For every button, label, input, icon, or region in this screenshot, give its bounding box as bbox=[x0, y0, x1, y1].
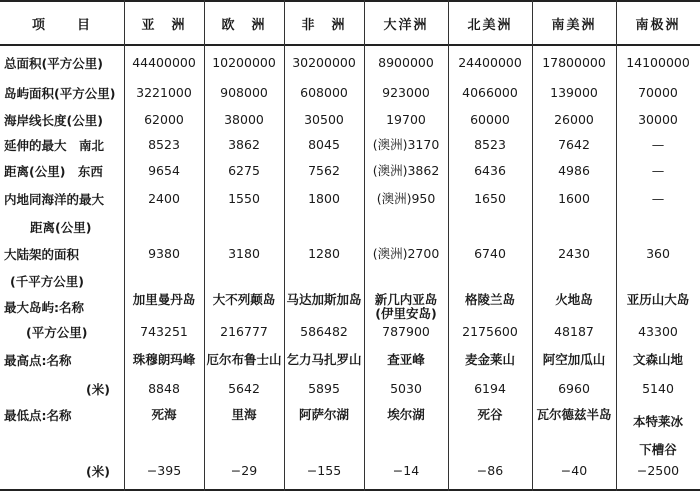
cell-extent-ew-oceania: (澳洲)3862 bbox=[372, 163, 440, 178]
row-label-extent-ew: 距离(公里) 东西 bbox=[4, 164, 103, 179]
cell-extent-ns-antarctica: — bbox=[651, 137, 665, 152]
cell-lowest-point-south-america: 瓦尔德兹半岛 bbox=[536, 407, 612, 422]
cell-highest-point-oceania: 查亚峰 bbox=[387, 352, 425, 367]
cell-shelf-area-africa: 1280 bbox=[308, 246, 340, 261]
cell-lowest-point-asia: 死海 bbox=[151, 407, 177, 422]
cell-highest-value-asia: 8848 bbox=[148, 381, 180, 396]
cell-lowest-point-africa: 阿萨尔湖 bbox=[298, 407, 349, 422]
cell-total-area-antarctica: 14100000 bbox=[626, 55, 690, 70]
cell-coastline-oceania: 19700 bbox=[386, 112, 426, 127]
header-antarctica: 南极洲 bbox=[635, 18, 681, 33]
header-south-america: 南美洲 bbox=[551, 18, 597, 33]
cell-extent-ns-north-america: 8523 bbox=[474, 137, 506, 152]
cell-extent-ew-north-america: 6436 bbox=[474, 163, 506, 178]
cell-highest-point-south-america: 阿空加瓜山 bbox=[542, 352, 606, 367]
cell-largest-island-antarctica: 亚历山大岛 bbox=[626, 292, 690, 307]
cell-island-area-value-north-america: 2175600 bbox=[462, 324, 518, 339]
cell-lowest-point-north-america: 死谷 bbox=[477, 407, 503, 422]
cell-inland-distance-europe: 1550 bbox=[228, 191, 260, 206]
cell-island-area-value-south-america: 48187 bbox=[554, 324, 594, 339]
cell-lowest-point-antarctica: 本特莱冰 下槽谷 bbox=[632, 414, 683, 457]
cell-highest-value-north-america: 6194 bbox=[474, 381, 506, 396]
cell-island-area-europe: 908000 bbox=[220, 85, 268, 100]
cell-shelf-area-asia: 9380 bbox=[148, 246, 180, 261]
cell-island-area-north-america: 4066000 bbox=[462, 85, 518, 100]
cell-island-area-asia: 3221000 bbox=[136, 85, 192, 100]
cell-total-area-north-america: 24400000 bbox=[458, 55, 522, 70]
cell-extent-ns-africa: 8045 bbox=[308, 137, 340, 152]
cell-shelf-area-south-america: 2430 bbox=[558, 246, 590, 261]
row-label-highest-unit: (米) bbox=[86, 382, 110, 397]
cell-island-area-south-america: 139000 bbox=[550, 85, 598, 100]
cell-inland-distance-north-america: 1650 bbox=[474, 191, 506, 206]
cell-inland-distance-antarctica: — bbox=[651, 191, 665, 206]
cell-lowest-value-antarctica: −2500 bbox=[636, 463, 680, 478]
header-rule bbox=[0, 44, 700, 46]
cell-coastline-africa: 30500 bbox=[304, 112, 344, 127]
cell-island-area-oceania: 923000 bbox=[382, 85, 430, 100]
cell-lowest-value-oceania: −14 bbox=[392, 463, 420, 478]
cell-lowest-value-asia: −395 bbox=[146, 463, 182, 478]
row-label-island-area: 岛屿面积(平方公里) bbox=[4, 86, 116, 101]
cell-highest-value-antarctica: 5140 bbox=[642, 381, 674, 396]
top-rule bbox=[0, 0, 700, 2]
cell-largest-island-europe: 大不列颠岛 bbox=[212, 292, 276, 307]
row-label-largest-island: 最大岛屿:名称 bbox=[4, 300, 84, 315]
cell-shelf-area-europe: 3180 bbox=[228, 246, 260, 261]
cell-shelf-area-antarctica: 360 bbox=[646, 246, 670, 261]
header-asia: 亚 洲 bbox=[141, 18, 187, 33]
cell-total-area-europe: 10200000 bbox=[212, 55, 276, 70]
cell-highest-value-south-america: 6960 bbox=[558, 381, 590, 396]
row-label-coastline: 海岸线长度(公里) bbox=[4, 113, 103, 128]
cell-lowest-point-oceania: 埃尔湖 bbox=[387, 407, 425, 422]
cell-extent-ns-asia: 8523 bbox=[148, 137, 180, 152]
cell-lowest-value-europe: −29 bbox=[230, 463, 258, 478]
row-label-inland-distance-unit: 距离(公里) bbox=[30, 220, 92, 235]
cell-lowest-value-north-america: −86 bbox=[476, 463, 504, 478]
row-label-inland-distance: 内地同海洋的最大 bbox=[4, 192, 105, 207]
cell-coastline-north-america: 60000 bbox=[470, 112, 510, 127]
cell-total-area-south-america: 17800000 bbox=[542, 55, 606, 70]
cell-highest-point-europe: 厄尔布鲁士山 bbox=[206, 352, 282, 367]
row-label-extent-ns: 延伸的最大 南北 bbox=[4, 138, 105, 153]
cell-highest-value-oceania: 5030 bbox=[390, 381, 422, 396]
cell-highest-point-africa: 乞力马扎罗山 bbox=[286, 352, 362, 367]
cell-extent-ew-antarctica: — bbox=[651, 163, 665, 178]
cell-total-area-africa: 30200000 bbox=[292, 55, 356, 70]
cell-largest-island-asia: 加里曼丹岛 bbox=[132, 292, 196, 307]
cell-extent-ns-oceania: (澳洲)3170 bbox=[372, 137, 440, 152]
cell-extent-ew-south-america: 4986 bbox=[558, 163, 590, 178]
cell-extent-ew-europe: 6275 bbox=[228, 163, 260, 178]
cell-coastline-south-america: 26000 bbox=[554, 112, 594, 127]
cell-largest-island-north-america: 格陵兰岛 bbox=[464, 292, 515, 307]
cell-inland-distance-south-america: 1600 bbox=[558, 191, 590, 206]
cell-largest-island-south-america: 火地岛 bbox=[555, 292, 593, 307]
cell-highest-point-antarctica: 文森山地 bbox=[632, 352, 683, 367]
cell-extent-ew-africa: 7562 bbox=[308, 163, 340, 178]
cell-coastline-antarctica: 30000 bbox=[638, 112, 678, 127]
header-oceania: 大洋洲 bbox=[383, 18, 429, 33]
cell-island-area-value-africa: 586482 bbox=[300, 324, 348, 339]
cell-lowest-value-south-america: −40 bbox=[560, 463, 588, 478]
header-item: 项 目 bbox=[31, 18, 92, 33]
row-label-island-area-unit: (平方公里) bbox=[26, 325, 88, 340]
row-label-total-area: 总面积(平方公里) bbox=[4, 56, 103, 71]
header-north-america: 北美洲 bbox=[467, 18, 513, 33]
cell-lowest-point-europe: 里海 bbox=[231, 407, 257, 422]
cell-lowest-value-africa: −155 bbox=[306, 463, 342, 478]
cell-inland-distance-africa: 1800 bbox=[308, 191, 340, 206]
cell-largest-island-africa: 马达加斯加岛 bbox=[286, 292, 362, 307]
row-label-highest-point: 最高点:名称 bbox=[4, 353, 72, 368]
cell-island-area-africa: 608000 bbox=[300, 85, 348, 100]
row-label-lowest-unit: (米) bbox=[86, 464, 110, 479]
cell-extent-ns-europe: 3862 bbox=[228, 137, 260, 152]
cell-highest-point-asia: 珠穆朗玛峰 bbox=[132, 352, 196, 367]
cell-inland-distance-asia: 2400 bbox=[148, 191, 180, 206]
cell-highest-value-europe: 5642 bbox=[228, 381, 260, 396]
cell-island-area-value-oceania: 787900 bbox=[382, 324, 430, 339]
cell-highest-value-africa: 5895 bbox=[308, 381, 340, 396]
cell-shelf-area-oceania: (澳洲)2700 bbox=[372, 246, 440, 261]
cell-island-area-value-asia: 743251 bbox=[140, 324, 188, 339]
row-label-shelf-area-unit: (千平方公里) bbox=[10, 274, 84, 289]
cell-island-area-value-europe: 216777 bbox=[220, 324, 268, 339]
cell-total-area-asia: 44400000 bbox=[132, 55, 196, 70]
cell-highest-point-north-america: 麦金莱山 bbox=[464, 352, 515, 367]
cell-shelf-area-north-america: 6740 bbox=[474, 246, 506, 261]
header-europe: 欧 洲 bbox=[221, 18, 267, 33]
cell-extent-ns-south-america: 7642 bbox=[558, 137, 590, 152]
cell-island-area-value-antarctica: 43300 bbox=[638, 324, 678, 339]
row-label-lowest-point: 最低点:名称 bbox=[4, 408, 72, 423]
header-africa: 非 洲 bbox=[301, 18, 347, 33]
cell-coastline-europe: 38000 bbox=[224, 112, 264, 127]
cell-inland-distance-oceania: (澳洲)950 bbox=[376, 191, 436, 206]
cell-total-area-oceania: 8900000 bbox=[378, 55, 434, 70]
cell-extent-ew-asia: 9654 bbox=[148, 163, 180, 178]
cell-largest-island-oceania: 新几内亚岛 (伊里安岛) bbox=[374, 292, 438, 321]
cell-island-area-antarctica: 70000 bbox=[638, 85, 678, 100]
cell-coastline-asia: 62000 bbox=[144, 112, 184, 127]
row-label-shelf-area: 大陆架的面积 bbox=[4, 247, 80, 262]
